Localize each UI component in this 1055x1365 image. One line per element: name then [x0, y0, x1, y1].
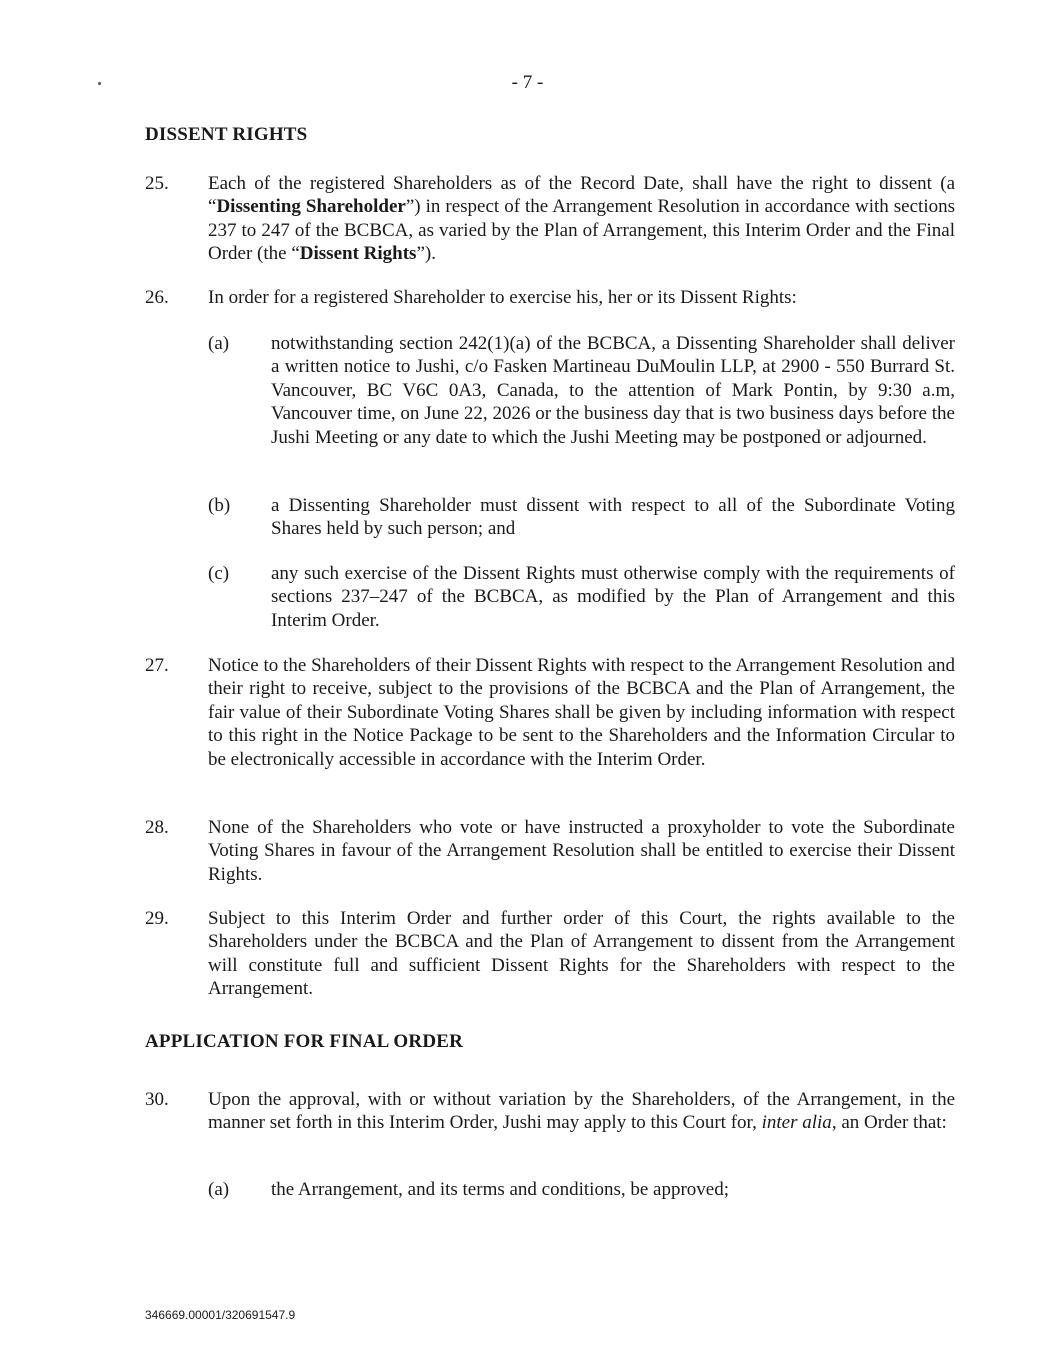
section-heading-dissent-rights: DISSENT RIGHTS [145, 124, 308, 145]
paragraph-number: 27. [145, 655, 169, 676]
paragraph-text [208, 172, 955, 266]
text-run: , an Order that: [831, 1112, 947, 1134]
paragraph-number: 25. [145, 173, 169, 194]
subparagraph-label: (b) [208, 495, 231, 516]
subparagraph-text: a Dissenting Shareholder must dissent with respect to all of the Subordinate Voting Shares held by such person; and [271, 495, 955, 540]
paragraph-text: In order for a registered Shareholder to exercise his, her or its Dissent Rights: [208, 287, 797, 308]
subparagraph-text: notwithstanding section 242(1)(a) of the BCBCA, a Dissenting Shareholder shall deliver a written notice to Jushi, c/o Fasken Martineau DuMoulin LLP, at 2900 - 550 Burrard St. Vancouver, BC V6C 0A3, Canada, to the attention of Mark Pontin, by 9:30 a.m, Vancouver time, on June 22, 2026 or the business day that is two business days before the Jushi Meeting or any date to which the Jushi Meeting may be postponed or adjourned. [271, 333, 955, 448]
paragraph-text: None of the Shareholders who vote or have instructed a proxyholder to vote the Subordinate Voting Shares in favour of the Arrangement Resolution shall be entitled to exercise their Dissent Rights. [208, 817, 955, 885]
subparagraph-label: (c) [208, 563, 230, 584]
defined-term: Dissenting Shareholder [216, 196, 406, 218]
text-run: ”). [416, 243, 436, 265]
text-run: Upon the approval, with or without variation by the Shareholders, of the Arrangement, in the manner set forth in this Interim Order, Jushi may apply to this Court for, [208, 1089, 955, 1134]
subparagraph-label: (a) [208, 333, 230, 354]
document-footer-id: 346669.00001/320691547.9 [145, 1308, 296, 1322]
paragraph-number: 26. [145, 287, 169, 308]
italic-term: inter alia [761, 1112, 832, 1134]
paragraph-text: Notice to the Shareholders of their Dissent Rights with respect to the Arrangement Resolution and their right to receive, subject to the provisions of the BCBCA and the Plan of Arrangement, the fair value of their Subordinate Voting Shares shall be given by including information with respect to this right in the Notice Package to be sent to the Shareholders and the Information Circular to be electronically accessible in accordance with the Interim Order. [208, 655, 955, 770]
subparagraph-label: (a) [208, 1179, 230, 1200]
paragraph-text: Subject to this Interim Order and further order of this Court, the rights available to the Shareholders under the BCBCA and the Plan of Arrangement to dissent from the Arrangement will constitute full and sufficient Dissent Rights for the Shareholders with respect to the Arrangement. [208, 908, 955, 1000]
page-number: - 7 - [511, 72, 544, 93]
section-heading-application-for-final-order: APPLICATION FOR FINAL ORDER [145, 1031, 464, 1052]
text-run: Each of the registered Shareholders as of the Record Date, shall have the right to dissent (a “ [208, 173, 955, 218]
paragraph-text [208, 1088, 955, 1135]
defined-term: Dissent Rights [299, 243, 417, 265]
text-run: ”) in respect of the Arrangement Resolution in accordance with sections 237 to 247 of the BCBCA, as varied by the Plan of Arrangement, this Interim Order and the Final Order (the “ [208, 196, 955, 265]
subparagraph-text: any such exercise of the Dissent Rights must otherwise comply with the requirements of sections 237–247 of the BCBCA, as modified by the Plan of Arrangement and this Interim Order. [271, 563, 955, 631]
paragraph-number: 28. [145, 817, 169, 838]
paragraph-number: 29. [145, 908, 169, 929]
subparagraph-text: the Arrangement, and its terms and conditions, be approved; [271, 1179, 729, 1200]
paragraph-number: 30. [145, 1089, 169, 1110]
